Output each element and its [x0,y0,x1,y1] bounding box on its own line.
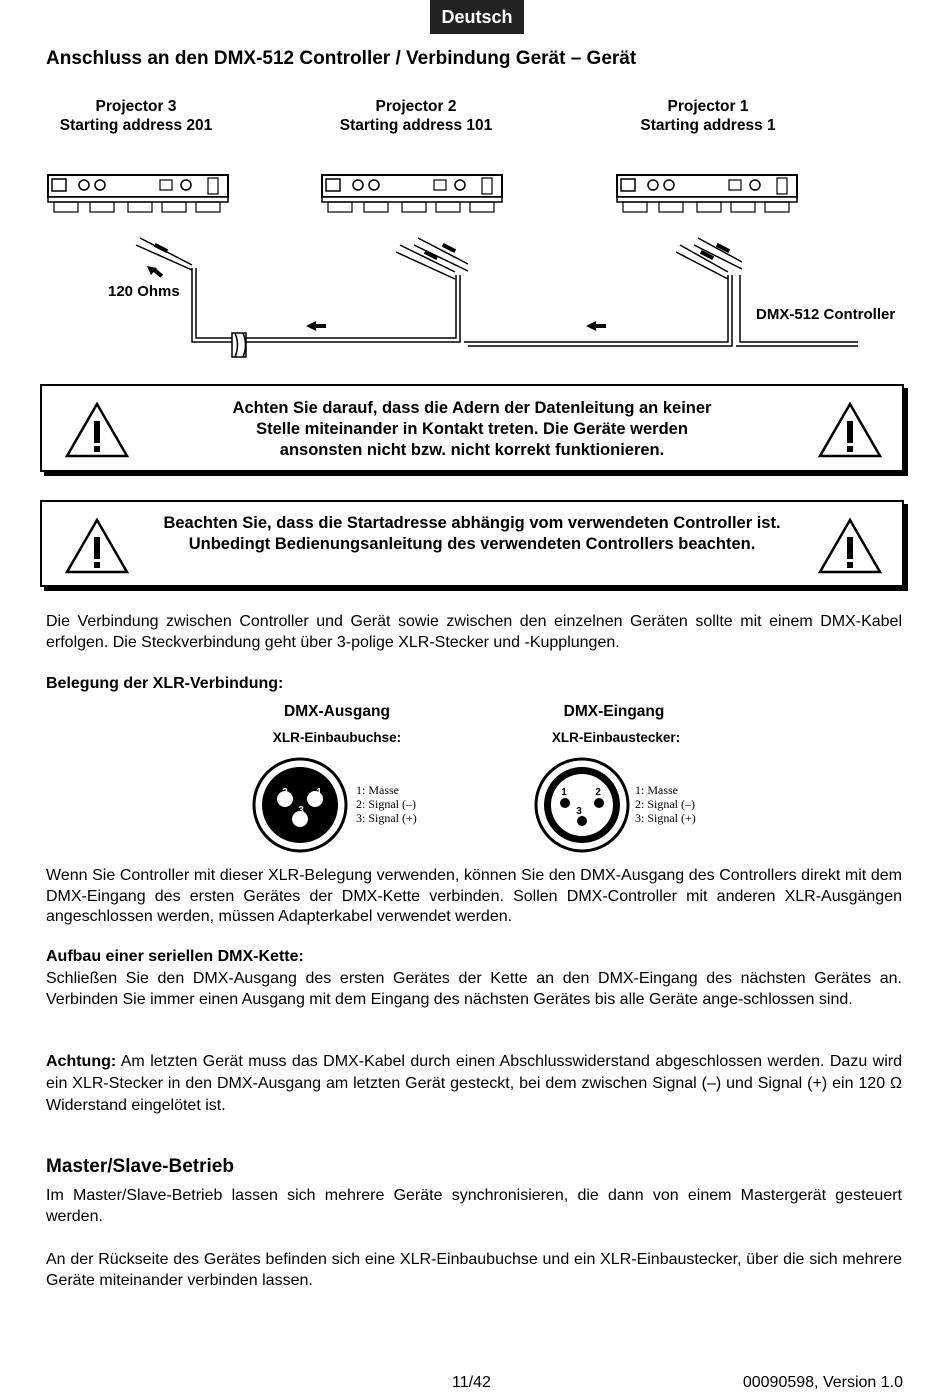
projector-name: Projector 2 [375,98,457,115]
master-slave-paragraph-1: Im Master/Slave-Betrieb lassen sich mehrere Geräte synchronisieren, die dann von einem Mastergerät gesteuert werden. [46,1187,902,1225]
xlr-socket-icon [252,757,348,853]
warning-triangle-icon [64,401,130,459]
warning-line: Beachten Sie, dass die Startadresse abhängig vom verwendeten Controller ist. [163,514,781,532]
xlr-input-subtitle: XLR-Einbaustecker: [551,730,681,745]
svg-text:3: 3 [298,805,304,816]
chain-paragraph: Schließen Sie den DMX-Ausgang des ersten Gerätes der Kette an den DMX-Eingang des nächsten Gerätes an. Verbinden Sie immer einen Ausgang mit dem Eingang des nächsten Gerätes bis alle Geräte ange-schlossen sind. [46,970,902,1008]
xlr-input-title: DMX-Eingang [563,703,665,720]
chain-heading: Aufbau einer seriellen DMX-Kette: [46,948,304,965]
xlr-paragraph: Wenn Sie Controller mit dieser XLR-Belegung verwenden, können Sie den DMX-Ausgang des Controllers direkt mit dem DMX-Eingang des ersten Gerätes der DMX-Kette verbinden. Sollen DMX-Controller mit anderen XLR-Ausgängen angeschlossen werden, müssen Adapterkabel verwendet werden. [46,867,902,925]
warning-triangle-icon [817,401,883,459]
page-number: 11/42 [452,1374,491,1391]
projector-address: Starting address 1 [640,117,776,134]
warning-line: Stelle miteinander in Kontakt treten. Die Geräte werden [256,420,688,438]
document-version: 00090598, Version 1.0 [742,1374,903,1391]
intro-paragraph: Die Verbindung zwischen Controller und Gerät sowie zwischen den einzelnen Geräten sollte mit einem DMX-Kabel erfolgen. Die Steckverbindung geht über 3-polige XLR-Stecker und -Kupplungen. [46,613,902,651]
xlr-output-pins [356,783,417,825]
warning-text [152,398,792,461]
svg-text:1: 1 [561,787,567,798]
projector-3-device [48,175,228,212]
pin-label: 1: Masse [356,783,399,797]
warning-triangle-icon [64,517,130,575]
svg-text:3: 3 [576,806,582,817]
xlr-output-subtitle: XLR-Einbaubuchse: [272,730,402,745]
warning-box [40,384,904,472]
warning-text [132,513,812,555]
warning-triangle-icon [817,517,883,575]
svg-text:2: 2 [595,787,601,798]
controller-label: DMX-512 Controller [756,306,896,323]
master-slave-paragraph-2: An der Rückseite des Gerätes befinden sich eine XLR-Einbaubuchse und ein XLR-Einbaustecker, über die sich mehrere Geräte miteinander verbinden lassen. [46,1251,902,1289]
pin-label: 3: Signal (+) [635,811,696,825]
xlr-input-pins [635,783,696,825]
attention-text: Am letzten Gerät muss das DMX-Kabel durch einen Abschlusswiderstand abgeschlossen werden. Dazu wird ein XLR-Stecker in den DMX-Ausgang am letzten Gerät gesteckt, bei dem zwischen Signal (–) und Signal (+) ein 120 Ω Widerstand eingelötet ist. [46,1053,902,1114]
svg-text:1: 1 [316,787,322,798]
attention-paragraph [46,1051,902,1117]
projector-name: Projector 3 [95,98,177,115]
language-tab: Deutsch [430,0,524,34]
page-title: Anschluss an den DMX-512 Controller / Verbindung Gerät – Gerät [46,48,637,69]
svg-text:2: 2 [282,787,288,798]
xlr-output-title: DMX-Ausgang [284,703,390,720]
master-slave-heading: Master/Slave-Betrieb [46,1156,234,1177]
pin-label: 1: Masse [635,783,678,797]
projector-2-device [322,175,502,212]
cable-plug-bands [154,243,730,260]
warning-line: Achten Sie darauf, dass die Adern der Datenleitung an keiner [232,399,712,417]
pin-label: 3: Signal (+) [356,811,417,825]
terminator-label: 120 Ohms [108,283,180,300]
dmx-cable [136,238,858,357]
xlr-plug-icon [534,757,630,853]
projector-address: Starting address 201 [59,117,213,134]
pin-label: 2: Signal (–) [356,797,416,811]
pin-label: 2: Signal (–) [635,797,695,811]
signal-direction-arrow [147,266,606,331]
dmx-wiring-diagram [0,0,950,380]
projector-address: Starting address 101 [339,117,493,134]
projector-name: Projector 1 [667,98,749,115]
warning-line: ansonsten nicht bzw. nicht korrekt funktionieren. [279,441,665,459]
attention-label: Achtung: [46,1053,117,1070]
warning-line: Unbedingt Bedienungsanleitung des verwendeten Controllers beachten. [188,535,756,553]
projector-1-device [617,175,797,212]
xlr-heading: Belegung der XLR-Verbindung: [46,675,284,692]
warning-box [40,500,904,587]
